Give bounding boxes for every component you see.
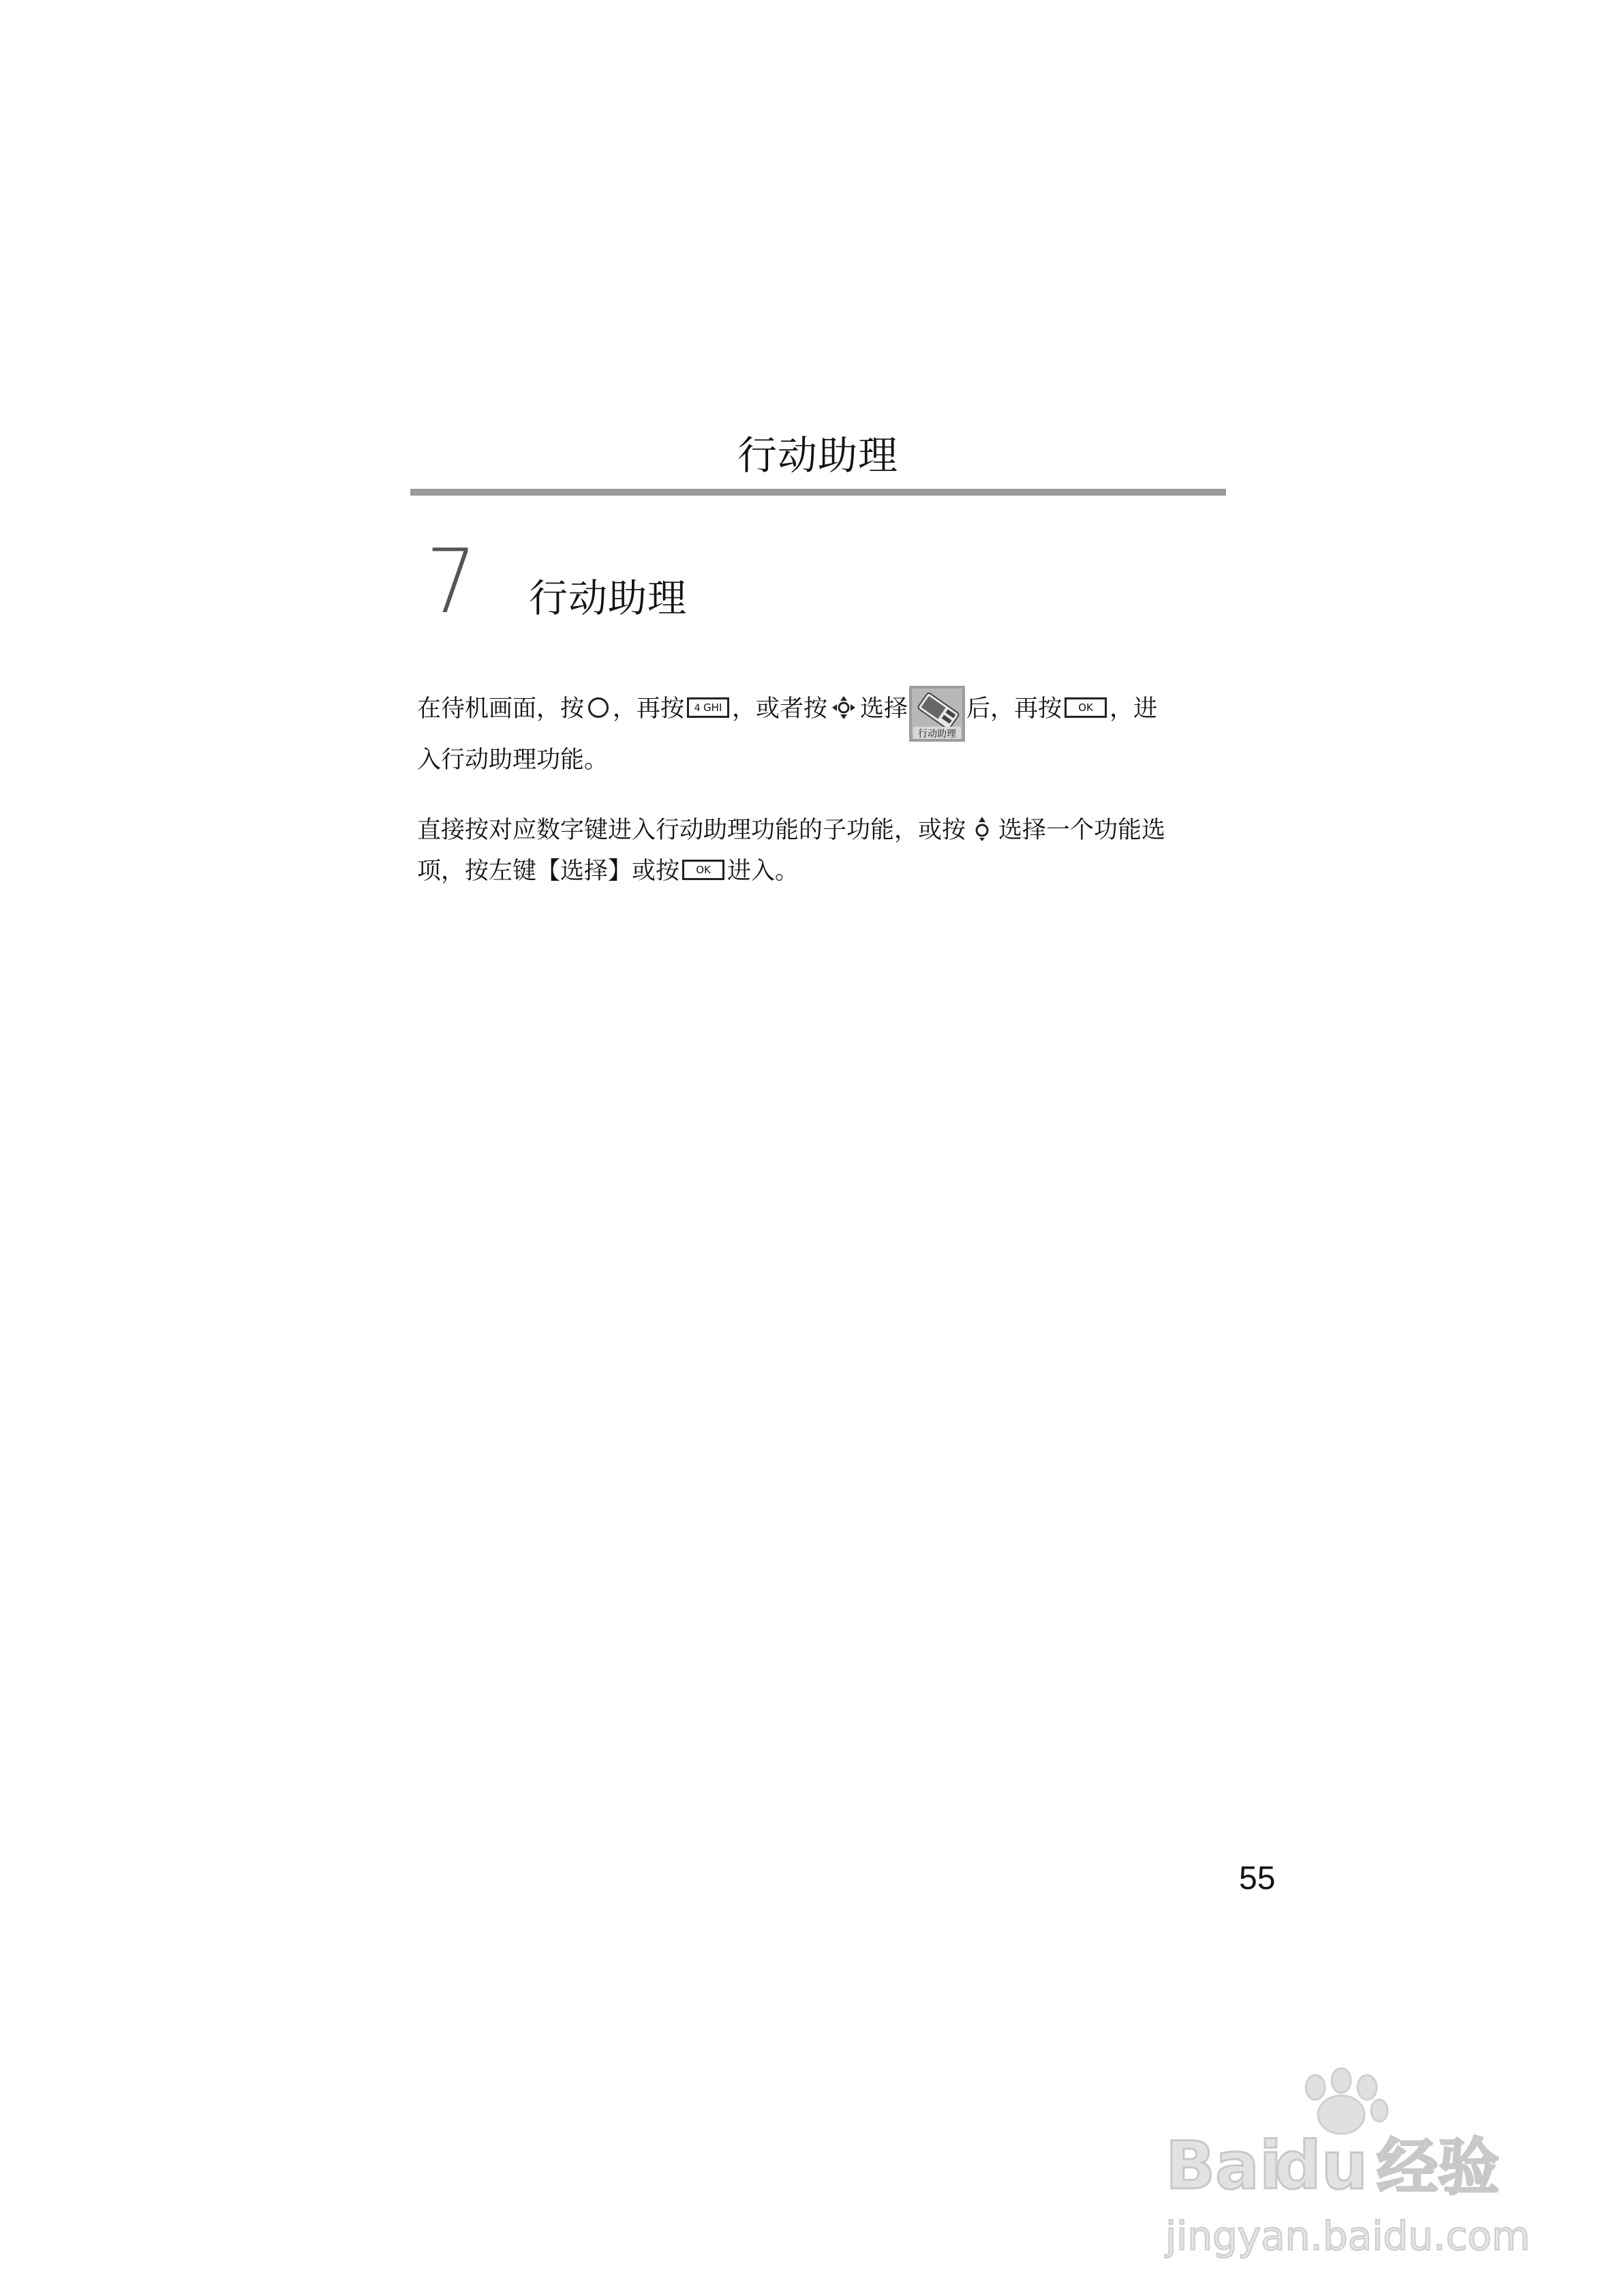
assistant-app-icon [909,686,965,742]
watermark-url: jingyan.baidu.com [1165,2213,1531,2259]
key-4-letters: GHI [703,701,722,714]
running-header-title: 行动助理 [737,432,898,479]
text-segment: 在待机画面，按 [417,695,585,723]
watermark-brand-cn: 经验 [1377,2132,1499,2203]
ok-key-icon [1065,697,1107,718]
assistant-app-label: 行动助理 [918,729,957,740]
page-number: 55 [1239,1860,1276,1897]
text-segment: 进入。 [727,858,799,885]
header-divider [410,489,1226,496]
text-segment: 直接按对应数字键进入行动助理功能的子功能，或按 [417,817,966,844]
baidu-jingyan-watermark [1159,2066,1554,2270]
ok-key-icon [682,860,724,880]
key-4-digit: 4 [694,703,701,714]
chapter-number: 7 [426,530,477,633]
ok-key-label: OK [696,864,711,876]
text-segment: ，进 [1110,695,1158,723]
paragraph-1-line-1 [417,682,1228,738]
ok-key-label: OK [1078,701,1093,714]
nav-4way-icon [830,694,857,721]
key-4-icon [687,697,729,718]
text-segment: ，或者按 [732,695,828,723]
chapter-title: 行动助理 [529,576,687,621]
watermark-brand: Bai [1165,2128,1282,2204]
paragraph-2-line-1 [417,811,1228,849]
text-segment: 选择 [860,695,908,723]
text-segment: 后，再按 [966,695,1062,723]
watermark-brand-du: du [1274,2128,1368,2204]
text-segment: 选择一个功能选 [998,817,1166,844]
paragraph-1-line-2: 入行动助理功能。 [417,746,609,774]
text-segment: 项，按左键【选择】或按 [417,858,680,885]
circle-key-icon [588,697,609,718]
nav-updown-icon [968,815,996,843]
paragraph-2-line-2 [417,852,1228,890]
text-segment: ，再按 [613,695,685,723]
